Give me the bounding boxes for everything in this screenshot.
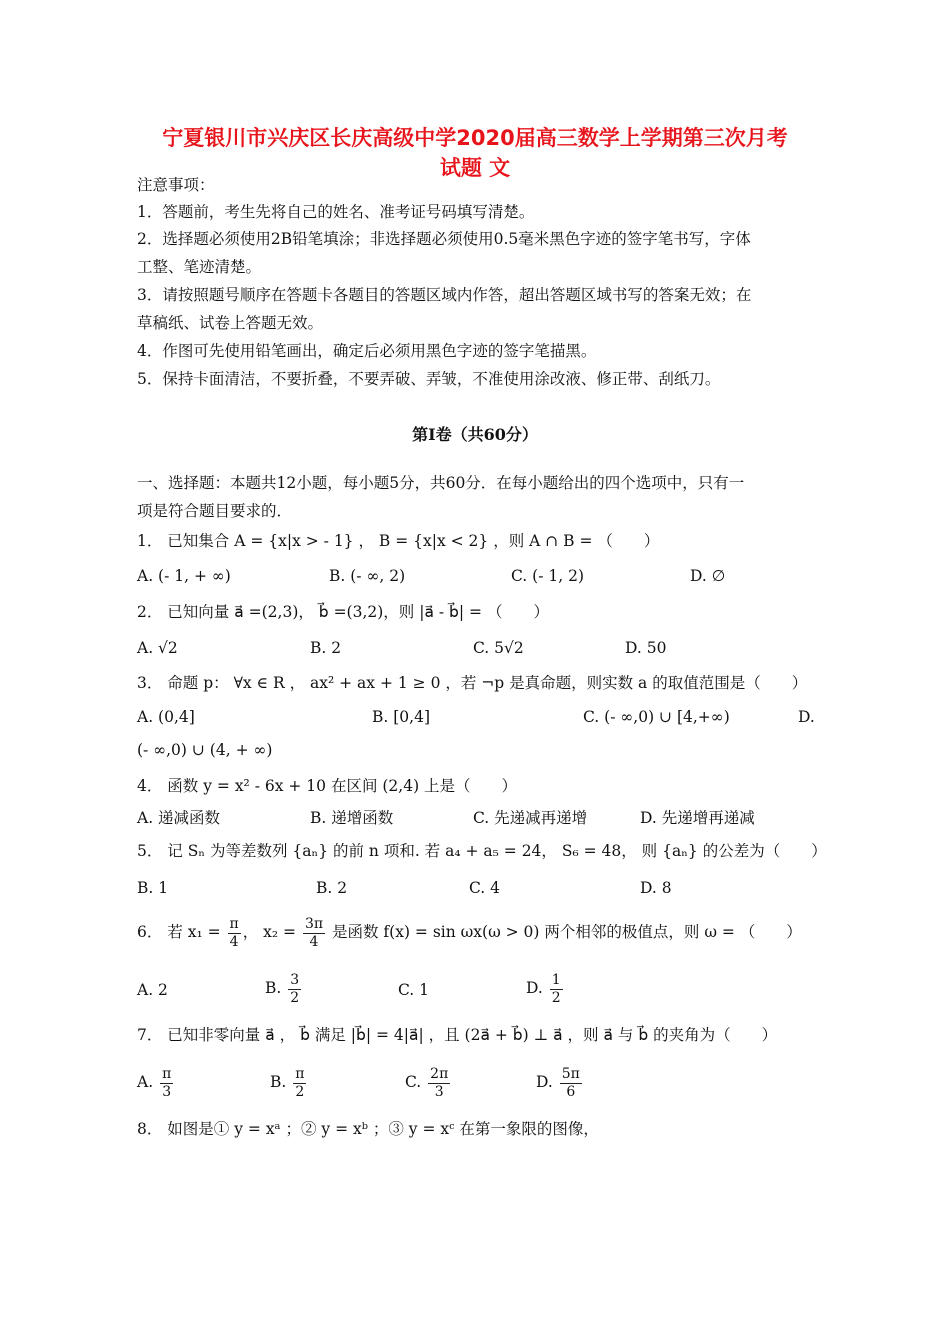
q3-option-d-label: D. xyxy=(798,708,815,726)
q6-option-a: A. 2 xyxy=(137,981,168,999)
part1-intro-line1: 一、选择题：本题共12小题，每小题5分，共60分．在每小题给出的四个选项中，只有一 xyxy=(137,474,745,492)
q7-option-b-num: π xyxy=(295,1065,305,1082)
q7-option-a-fraction xyxy=(160,1066,173,1101)
q3-option-d: (- ∞,0) ∪ (4, + ∞) xyxy=(137,741,273,759)
q7-stem: 7． 已知非零向量 a⃗ ， b⃗ 满足 |b⃗| = 4|a⃗| ，且 (2a⃗ + b⃗) ⊥ a⃗ ，则 a⃗ 与 b⃗ 的夹角为（ ） xyxy=(137,1026,778,1044)
notice-heading: 注意事项： xyxy=(137,176,215,194)
q6-x1-fraction xyxy=(228,916,241,951)
q7-option-b-label: B. xyxy=(270,1073,287,1091)
q6-option-b-den: 2 xyxy=(290,989,300,1006)
q5-option-c: C. 4 xyxy=(469,879,501,897)
q6-stem-post: 是函数 f(x) = sin ωx(ω > 0) 两个相邻的极值点，则 ω = （ ） xyxy=(327,923,802,941)
q7-option-a-den: 3 xyxy=(162,1083,172,1100)
q6-option-b-num: 3 xyxy=(290,971,300,988)
q5-stem: 5． 记 Sₙ 为等差数列 {aₙ} 的前 n 项和. 若 a₄ + a₅ = 24， S₆ = 48， 则 {aₙ} 的公差为（ ） xyxy=(137,842,827,860)
notice-item-2: 2．选择题必须使用2B铅笔填涂；非选择题必须使用0.5毫米黑色字迹的签字笔书写，字体 xyxy=(137,230,751,248)
q7-option-d-label: D. xyxy=(536,1073,553,1091)
q6-x1-num: π xyxy=(229,915,239,932)
notice-item-1: 1．答题前，考生先将自己的姓名、准考证号码填写清楚。 xyxy=(137,203,535,221)
q4-option-a: A. 递减函数 xyxy=(137,809,221,827)
notice-item-3-cont: 草稿纸、试卷上答题无效。 xyxy=(137,314,324,332)
q6-x2-den: 4 xyxy=(309,933,319,950)
q6-x2-num: 3π xyxy=(304,915,324,932)
q6-option-d-label: D. xyxy=(526,979,543,997)
q7-option-c xyxy=(405,1062,452,1102)
q2-option-c: C. 5√2 xyxy=(473,639,524,657)
q7-option-b-fraction xyxy=(293,1066,306,1101)
q3-option-a: A. (0,4] xyxy=(137,708,195,726)
q5-option-b: B. 2 xyxy=(316,879,348,897)
q7-option-c-fraction xyxy=(428,1066,450,1101)
q2-stem: 2． 已知向量 a⃗ =(2,3)， b⃗ =(3,2)，则 |a⃗ - b⃗| = （ ） xyxy=(137,603,549,621)
q7-option-b xyxy=(270,1062,308,1102)
q6-stem xyxy=(137,912,802,952)
q5-option-d: D. 8 xyxy=(640,879,672,897)
q7-option-a-label: A. xyxy=(137,1073,154,1091)
q1-option-d: D. ∅ xyxy=(690,567,726,585)
q6-option-b-label: B. xyxy=(265,979,282,997)
q4-option-d: D. 先递增再递减 xyxy=(640,809,755,827)
q7-option-a xyxy=(137,1062,175,1102)
q6-stem-pre: 6． 若 x₁ = xyxy=(137,923,226,941)
q6-x1-den: 4 xyxy=(229,933,239,950)
q6-stem-mid: ， x₂ = xyxy=(242,923,301,941)
q6-option-d xyxy=(526,968,565,1008)
q1-stem: 1． 已知集合 A = {x|x > - 1} ， B = {x|x < 2} ，则 A ∩ B = （ ） xyxy=(137,532,660,550)
notice-item-2-cont: 工整、笔迹清楚。 xyxy=(137,258,262,276)
q7-option-c-label: C. xyxy=(405,1073,422,1091)
q6-x2-fraction xyxy=(303,916,325,951)
q7-option-d-den: 6 xyxy=(566,1083,576,1100)
q7-option-c-den: 3 xyxy=(434,1083,444,1100)
q7-option-d xyxy=(536,1062,584,1102)
q6-option-d-den: 2 xyxy=(551,989,561,1006)
q1-option-b: B. (- ∞, 2) xyxy=(329,567,406,585)
q6-option-b-fraction xyxy=(288,972,301,1007)
q2-option-b: B. 2 xyxy=(310,639,342,657)
q1-option-c: C. (- 1, 2) xyxy=(511,567,584,585)
q7-option-d-num: 5π xyxy=(561,1065,580,1082)
q7-option-a-num: π xyxy=(162,1065,172,1082)
notice-item-5: 5．保持卡面清洁，不要折叠，不要弄破、弄皱，不准使用涂改液、修正带、刮纸刀。 xyxy=(137,370,721,388)
q5-option-a: B. 1 xyxy=(137,879,169,897)
q2-option-d: D. 50 xyxy=(625,639,667,657)
q3-option-c: C. (- ∞,0) ∪ [4,+∞) xyxy=(583,708,730,726)
exam-title-line2: 试题 文 xyxy=(439,156,511,180)
q4-option-b: B. 递增函数 xyxy=(310,809,394,827)
q7-option-b-den: 2 xyxy=(295,1083,305,1100)
q1-option-a: A. (- 1, + ∞) xyxy=(137,567,231,585)
q2-option-a: A. √2 xyxy=(137,639,178,657)
q3-option-b: B. [0,4] xyxy=(372,708,430,726)
exam-title-line1: 宁夏银川市兴庆区长庆高级中学2020届高三数学上学期第三次月考 xyxy=(162,126,788,150)
q8-stem: 8． 如图是① y = xᵃ ；② y = xᵇ ；③ y = xᶜ 在第一象限的图像， xyxy=(137,1120,599,1138)
notice-item-4: 4．作图可先使用铅笔画出，确定后必须用黑色字迹的签字笔描黑。 xyxy=(137,342,597,360)
q6-option-b xyxy=(265,968,303,1008)
q3-stem: 3． 命题 p： ∀x ∈ R ， ax² + ax + 1 ≥ 0 ，若 ¬p 是真命题，则实数 a 的取值范围是（ ） xyxy=(137,674,808,692)
q4-stem: 4． 函数 y = x² - 6x + 10 在区间 (2,4) 上是（ ） xyxy=(137,777,518,795)
notice-item-3: 3．请按照题号顺序在答题卡各题目的答题区域内作答，超出答题区域书写的答案无效；在 xyxy=(137,286,752,304)
q4-option-c: C. 先递减再递增 xyxy=(473,809,588,827)
q6-option-d-num: 1 xyxy=(551,971,561,988)
section-title: 第Ⅰ卷（共60分） xyxy=(412,425,538,444)
q7-option-c-num: 2π xyxy=(430,1065,449,1082)
q6-option-c: C. 1 xyxy=(398,981,430,999)
q7-option-d-fraction xyxy=(560,1066,582,1101)
part1-intro-line2: 项是符合题目要求的． xyxy=(137,502,293,520)
q6-option-d-fraction xyxy=(550,972,563,1007)
